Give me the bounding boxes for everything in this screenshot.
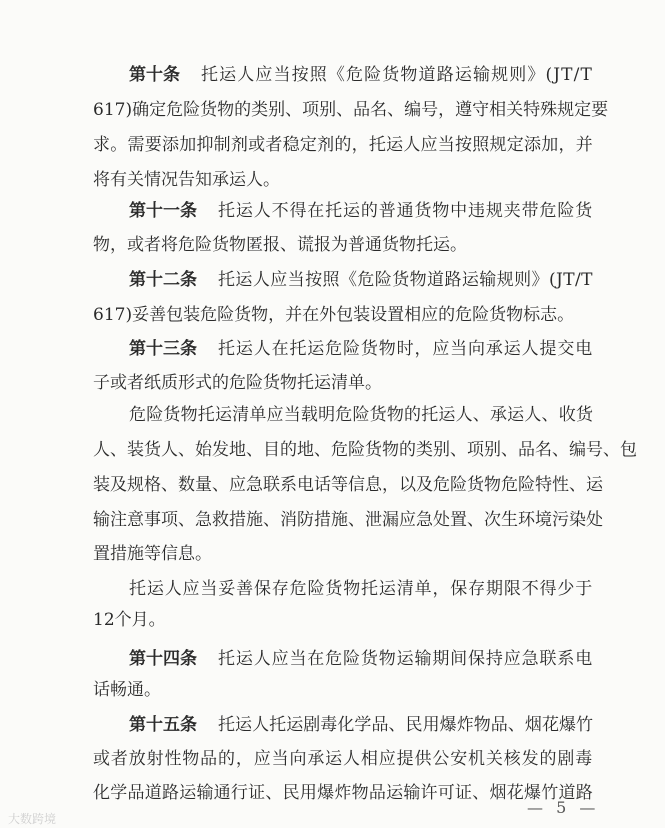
line-text: 或者放射性物品的，应当向承运人相应提供公安机关核发的剧毒 bbox=[93, 749, 594, 769]
text-line bbox=[93, 780, 593, 806]
article-heading-line bbox=[129, 198, 593, 224]
text-line bbox=[93, 541, 593, 567]
text-line bbox=[93, 607, 593, 633]
text-line bbox=[93, 507, 603, 533]
line-text: 托运人不得在托运的普通货物中违规夹带危险货 bbox=[218, 201, 594, 221]
article-number: 第十二条 bbox=[129, 270, 197, 290]
page-number: — 5 — bbox=[527, 798, 600, 817]
text-line bbox=[93, 97, 609, 123]
article-number: 第十一条 bbox=[129, 201, 197, 221]
text-line bbox=[93, 167, 593, 193]
line-text: 置措施等信息。 bbox=[93, 544, 212, 564]
text-line bbox=[93, 132, 593, 158]
article-number: 第十三条 bbox=[129, 339, 197, 359]
line-text: 子或者纸质形式的危险货物托运清单。 bbox=[93, 373, 382, 393]
line-text: 将有关情况告知承运人。 bbox=[93, 170, 280, 190]
text-line bbox=[129, 402, 593, 428]
line-text: 话畅通。 bbox=[93, 680, 161, 700]
text-line bbox=[93, 746, 593, 772]
line-text: 托运人应当在危险货物运输期间保持应急联系电 bbox=[218, 649, 594, 669]
text-line bbox=[93, 370, 593, 396]
article-heading-line bbox=[129, 336, 593, 362]
article-number: 第十四条 bbox=[129, 649, 197, 669]
text-line bbox=[93, 472, 603, 498]
line-text: 617)确定危险货物的类别、项别、品名、编号，遵守相关特殊规定要 bbox=[93, 100, 609, 120]
text-line bbox=[129, 576, 593, 602]
line-text: 托运人在托运危险货物时，应当向承运人提交电 bbox=[218, 339, 594, 359]
line-text: 617)妥善包装危险货物，并在外包装设置相应的危险货物标志。 bbox=[93, 305, 575, 325]
article-heading-line bbox=[129, 646, 593, 672]
line-text: 装及规格、数量、应急联系电话等信息，以及危险货物危险特性、运 bbox=[93, 475, 603, 495]
watermark-logo: 大数跨境 bbox=[8, 812, 57, 826]
text-line bbox=[93, 302, 593, 328]
line-text: 物，或者将危险货物匿报、谎报为普通货物托运。 bbox=[93, 235, 467, 255]
article-number: 第十五条 bbox=[129, 715, 197, 735]
line-text: 求。需要添加抑制剂或者稳定剂的，托运人应当按照规定添加，并 bbox=[93, 135, 593, 155]
article-heading-line bbox=[129, 712, 593, 738]
line-text: 托运人应当按照《危险货物道路运输规则》(JT/T bbox=[201, 65, 593, 85]
text-line bbox=[93, 677, 593, 703]
line-text: 托运人应当妥善保存危险货物托运清单，保存期限不得少于 bbox=[129, 579, 594, 599]
text-line bbox=[93, 232, 593, 258]
article-number: 第十条 bbox=[129, 65, 180, 85]
line-text: 托运人托运剧毒化学品、民用爆炸物品、烟花爆竹 bbox=[218, 715, 594, 735]
line-text: 人、装货人、始发地、目的地、危险货物的类别、项别、品名、编号、包 bbox=[93, 440, 637, 460]
line-text: 12个月。 bbox=[93, 610, 166, 630]
line-text: 输注意事项、急救措施、消防措施、泄漏应急处置、次生环境污染处 bbox=[93, 510, 603, 530]
line-text: 托运人应当按照《危险货物道路运输规则》(JT/T bbox=[218, 270, 593, 290]
line-text: 危险货物托运清单应当载明危险货物的托运人、承运人、收货 bbox=[129, 405, 594, 425]
text-line bbox=[93, 437, 637, 463]
line-text: 化学品道路运输通行证、民用爆炸物品运输许可证、烟花爆竹道路 bbox=[93, 783, 593, 803]
article-heading-line bbox=[129, 62, 593, 88]
article-heading-line bbox=[129, 267, 593, 293]
